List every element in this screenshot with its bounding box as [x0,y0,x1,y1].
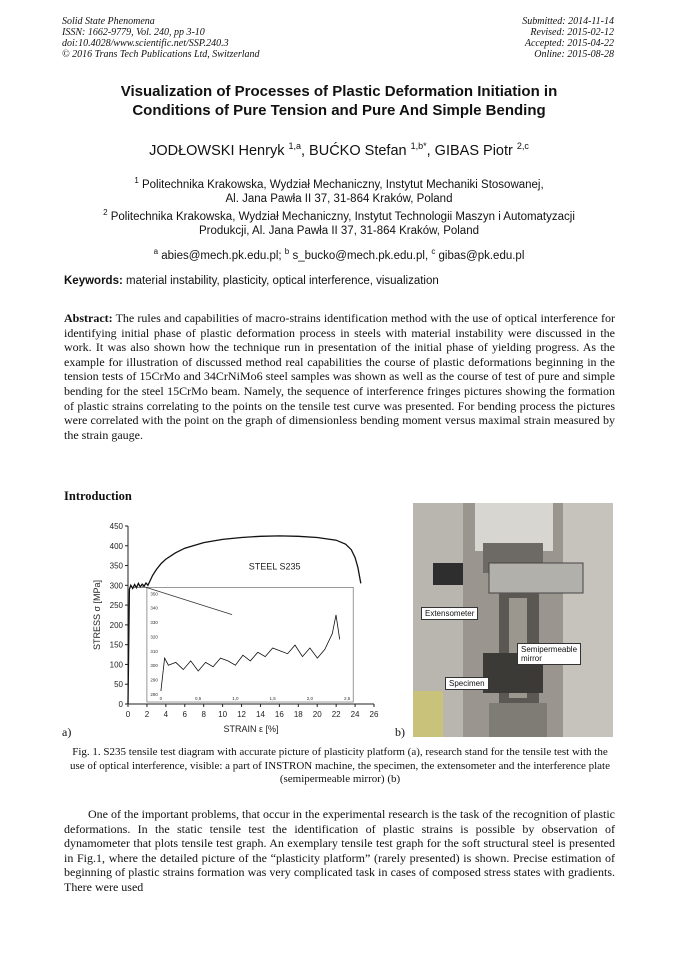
inset-x-tick-label: 1,0 [232,696,239,702]
paper-title [70,82,608,120]
abstract-text: The rules and capabilities of macro-strains identification method with the use of optical interference for identifying initial phase of plastic deformation process in steels with material instability were discussed in the work. It was also shown how the technique run in presentation of the initial phase of yielding progress. As the example for illustration of discussed method real capabilities the course of plastic deformations beginning in the tension tests of 15CrMo and 34CrNiMo6 steel samples was shown as well as the course of test of pure and simple bending for the steel 15CrMo beam. Namely, the sequence of interference fringes pictures showing the formation of plastic strains correlating to the points on the tensile test curve was presented. For bending process the pictures were correlated with the point on the graph of dimensionless bending moment versus maximal strain measured by the strain gauge. [64,311,615,442]
submitted-date: Submitted: 2014-11-14 [522,16,614,27]
x-tick-label: 26 [369,710,379,719]
email-a[interactable]: abies@mech.pk.edu.pl; [158,249,285,262]
research-stand-photo [413,503,613,737]
inset-y-tick-label: 300 [150,663,158,669]
affiliation-1: $^1$ Politechnika Krakowska, Wydział Mechaniczny, Instytut Mechaniki Stosowanej, Al. Jana Pawła II 37, 31-864 Kraków, Poland [134,176,544,205]
x-tick-label: 18 [293,710,303,719]
x-tick-label: 24 [350,710,360,719]
y-tick-label: 0 [118,700,123,709]
email-c[interactable]: gibas@pk.edu.pl [435,249,525,262]
figure-label-a: a) [62,725,72,739]
x-tick-label: 20 [312,710,322,719]
y-axis-label: STRESS σ [MPa] [92,579,102,651]
x-axis-label: STRAIN ε [%] [223,724,279,734]
chart-title: STEEL S235 [248,561,301,572]
affiliations [64,174,614,262]
inset-x-tick-label: 0 [159,696,163,702]
title-line-2: Conditions of Pure Tension and Pure And Simple Bending [132,102,546,119]
y-tick-label: 400 [109,541,123,551]
issn: ISSN: 1662-9779, Vol. 240, pp 3-10 [62,27,205,38]
specimen-label: Specimen [445,677,489,690]
author-1-sup: 1,a [288,141,301,151]
title-line-1: Visualization of Processes of Plastic Deformation Initiation in [120,83,558,100]
x-tick-label: 4 [163,710,169,719]
author-2: , BUĆKO Stefan [301,142,411,159]
photo-illustration [413,503,613,737]
author-2-sup: 1,b* [410,141,427,151]
inset-y-tick-label: 330 [150,620,158,626]
x-tick-label: 10 [218,710,228,719]
figure-caption: Fig. 1. S235 tensile test diagram with accurate picture of plasticity platform (a), research stand for the tensile test with the use of optical interference, visible: a part of INSTRON machine, the specimen, the extensometer and the interference plate (semipermeable mirror) (b) [69,746,610,785]
dates-header [522,16,614,60]
y-tick-label: 200 [109,620,123,630]
x-tick-label: 14 [256,710,265,719]
inset-y-tick-label: 290 [150,677,158,683]
x-tick-label: 8 [201,710,206,719]
inset-frame [147,587,353,702]
email-b[interactable]: s_bucko@mech.pk.edu.pl, [289,249,432,262]
inset-y-tick-label: 310 [150,648,158,654]
x-tick-label: 12 [237,710,246,719]
introduction-body [64,807,615,895]
y-tick-label: 250 [109,601,123,611]
author-3-sup: 2,c [516,141,529,151]
inset-y-tick-label: 320 [150,634,158,640]
chart-svg [80,518,380,740]
inset-x-tick-label: 0,5 [195,696,202,702]
stress-strain-chart [80,518,380,740]
y-tick-label: 350 [109,561,123,571]
inset-y-tick-label: 350 [150,591,158,597]
y-tick-label: 100 [109,660,123,670]
journal-name: Solid State Phenomena [62,16,155,27]
author-3: , GIBAS Piotr [426,142,517,159]
inset-y-tick-label: 340 [150,605,158,611]
affiliation-2: $^2$ Politechnika Krakowska, Wydział Mechaniczny, Instytut Technologii Maszyn i Automatyzacji Produkcji, Al. Jana Pawła II 37, 31-864 Kraków, Poland [103,207,575,237]
doi: doi:10.4028/www.scientific.net/SSP.240.3 [62,38,229,49]
y-tick-label: 150 [109,640,123,650]
figure-label-b: b) [395,725,405,739]
keywords-text: material instability, plasticity, optical interference, visualization [122,275,439,287]
inset-x-tick-label: 2,0 [306,696,314,702]
author-1: JODŁOWSKI Henryk [149,142,289,159]
inset-y-tick-label: 280 [150,692,158,698]
abstract [64,311,615,442]
paragraph-1: One of the important problems, that occur in the experimental research is the task of the recognition of plastic deformations. In the static tensile test the identification of plastic strains is possible by observation of dynamometer that plots tensile test graph. An exemplary tensile test graph for the soft structural steel is presented in Fig.1, where the detailed picture of the “plasticity platform” (rarely presented) is shown. Precise estimation of beginning of plastic strains formation was very complicated task in cases of composed stress states with gradients. There were used [64,807,615,894]
y-tick-label: 50 [114,680,123,690]
x-tick-label: 0 [125,710,131,719]
author-list [70,141,608,159]
author-emails: $^a$ abies@mech.pk.edu.pl; $^b$ s_bucko@mech.pk.edu.pl, $^c$ gibas@pk.edu.pl [153,246,525,262]
x-tick-label: 6 [182,710,187,719]
keywords [64,275,616,287]
inset-x-tick-label: 1,5 [269,696,276,702]
journal-header [62,16,260,60]
section-heading-introduction: Introduction [64,489,132,503]
abstract-label: Abstract: [64,311,113,325]
x-tick-label: 22 [331,710,341,719]
revised-date: Revised: 2015-02-12 [530,27,614,38]
accepted-date: Accepted: 2015-04-22 [524,38,614,49]
semipermeable-mirror-label: Semipermeable mirror [517,643,581,665]
x-tick-label: 2 [144,710,150,719]
copyright: © 2016 Trans Tech Publications Ltd, Switzerland [62,49,260,60]
y-tick-label: 450 [109,522,123,531]
inset-x-tick-label: 2,5 [344,696,351,702]
y-tick-label: 300 [109,581,123,591]
x-tick-label: 16 [274,710,284,719]
keywords-label: Keywords: [64,275,123,287]
online-date: Online: 2015-08-28 [534,49,614,60]
extensometer-label: Extensometer [421,607,478,620]
